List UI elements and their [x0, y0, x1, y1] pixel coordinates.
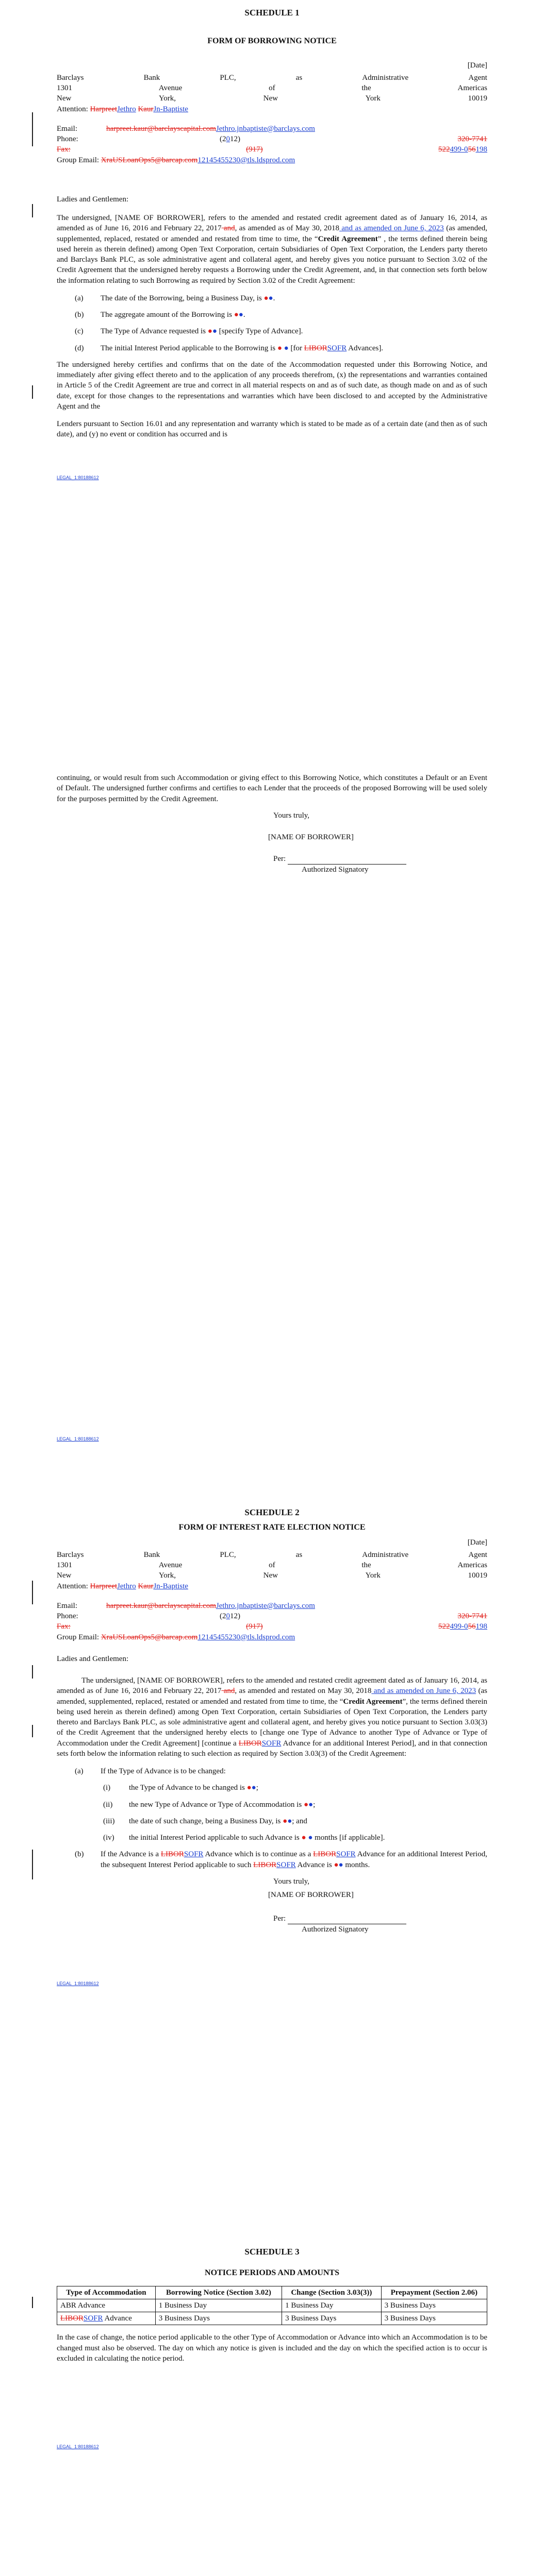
- borrower-name: [NAME OF BORROWER]: [268, 1891, 354, 1900]
- column-header: Change (Section 3.03(3)): [282, 2286, 381, 2299]
- address-line-2: 1301 Avenue of the Americas: [57, 84, 487, 93]
- group-email-line: Group Email: XraUSLoanOps5@barcap.com12145455230@tls.ldsprod.com: [57, 156, 295, 164]
- attention-line: Attention: HarpreetJethro KaurJn-Baptiste: [57, 105, 188, 113]
- intro-paragraph: The undersigned, [NAME OF BORROWER], refers to the amended and restated credit agreement dated as of January 16, 2014, as amended as of June 16, 2016 and February 22, 2017 and, as amended as of May 30, 2018 and as amended on June 6, 2023 (as amended, supplemented, replaced, restated or amended and restated from time to time, the “Credit Agreement” , the terms defined therein being used herein as therein defined) among Open Text Corporation, certain Subsidiaries of Open Text Corporation, the Lenders party thereto and Barclays Bank PLC, as sole administrative agent and collateral agent, and hereby gives you notice pursuant to Section 3.02 of the Credit Agreement that the undersigned hereby requests a Borrowing under the Credit Agreement, and, in that connection sets forth below the information relating to such Borrowing as required by Section 3.02 of the Credit Agreement:: [57, 214, 487, 285]
- page-footer: [57, 1978, 487, 1988]
- page-2: [0, 773, 544, 875]
- list-item: (ii) the new Type of Advance or Type of Accommodation is ●●;: [103, 1800, 316, 1809]
- borrower-name: [NAME OF BORROWER]: [268, 833, 354, 841]
- change-bar: [32, 1850, 33, 1879]
- page-3: [0, 1507, 544, 1988]
- table-row: ABR Advance 1 Business Day 1 Business Day 3 Business Days: [57, 2299, 487, 2312]
- signature-line: Per:: [273, 854, 487, 864]
- change-bar: [32, 1725, 33, 1737]
- notice-periods-table: [57, 2286, 487, 2326]
- list-item: (c) The Type of Advance requested is ●● [specify Type of Advance].: [75, 327, 303, 336]
- notice-date: [Date]: [467, 61, 487, 70]
- schedule-3-title: NOTICE PERIODS AND AMOUNTS: [205, 2268, 339, 2277]
- footer-reference: LEGAL_1:80188612: [57, 2444, 99, 2450]
- address-line-3: New York, New York 10019: [57, 94, 487, 103]
- footer-reference: LEGAL_1:80188612: [57, 474, 99, 480]
- schedule-2-title: FORM OF INTEREST RATE ELECTION NOTICE: [178, 1522, 366, 1532]
- request-items: [57, 293, 487, 353]
- table-header-row: [57, 2286, 487, 2299]
- group-email-link[interactable]: 12145455230@tls.ldsprod.com: [197, 1633, 295, 1641]
- phone-line: Phone: (2012) 320-7741: [57, 135, 487, 144]
- address-block: Barclays Bank PLC, as Administrative Agent 1301 Avenue of the Americas New York, New York 10019 Attention: HarpreetJethro KaurJn-Baptiste: [57, 1550, 487, 1591]
- list-item: (b) If the Advance is a LIBORSOFR Advance which is to continue as a LIBORSOFR Advance for an additional Interest Period, the subsequent Interest Period applicable to such LIBORSOFR Advance is ●● months.: [75, 1850, 487, 1869]
- contact-block: Email: harpreet.kaur@barclayscapital.com Jethro.jnbaptiste@barclays.com Phone: (2012) 320-7741 Fax: (917) 522499-056198 Group Email: XraUSLoanOps5@barcap.com12145455230@tls.ldsprod.com: [57, 1601, 487, 1641]
- table-row: LIBORSOFR Advance 3 Business Days 3 Business Days 3 Business Days: [57, 2312, 487, 2325]
- email-link[interactable]: Jethro.jnbaptiste@barclays.com: [216, 124, 315, 133]
- list-item: (i) the Type of Advance to be changed is ●●;: [103, 1784, 258, 1792]
- intro-paragraph: The undersigned, [NAME OF BORROWER], refers to the amended and restated credit agreement dated as of January 16, 2014, as amended as of June 16, 2016 and February 22, 2017 and, as amended and restated on May 30, 2018 and as amended on June 6, 2023 (as amended, supplemented, replaced, restated or amended and restated from time to time, the “Credit Agreement”, the terms defined therein being used herein as therein defined) among Open Text Corporation, certain Subsidiaries of Open Text Corporation, the Lenders party thereto and Barclays Bank PLC, as sole administrative agent and collateral agent, and hereby gives you notice pursuant to Section 3.03(3) of the Credit Agreement that the undersigned hereby elects to [change one Type of Advance to another Type of Advance or Type of Accommodation under the Credit Agreement] [continue a LIBORSOFR Advance for an additional Interest Period], and in that connection sets forth below the information relating to such election as required by Section 3.03(3) of the Credit Agreement:: [57, 1676, 487, 1758]
- schedule-1-title: FORM OF BORROWING NOTICE: [207, 36, 337, 45]
- page-4: [0, 2246, 544, 2451]
- footer-reference: LEGAL_1:80188612: [57, 1436, 99, 1442]
- email-link[interactable]: Jethro.jnbaptiste@barclays.com: [216, 1601, 315, 1610]
- change-bar: [32, 204, 33, 217]
- page-1: [0, 0, 544, 482]
- page-footer: [57, 472, 487, 482]
- yours-truly: Yours truly,: [273, 1877, 310, 1886]
- page-footer: [57, 2441, 487, 2451]
- salutation: Ladies and Gentlemen:: [57, 1654, 129, 1663]
- fax-line: Fax: (917) 522499-056198: [57, 145, 487, 154]
- change-bar: [32, 2297, 33, 2308]
- address-block: [57, 73, 487, 114]
- change-bar: [32, 112, 33, 146]
- list-item: (iii) the date of such change, being a Business Day, is ●●; and: [103, 1817, 307, 1825]
- change-bar: [32, 1581, 33, 1604]
- continuation-paragraph: continuing, or would result from such Accommodation or giving effect to this Borrowing Notice, which constitutes a Default or an Event of Default. The undersigned further confirms and certifies to each Lender that the proceeds of the proposed Borrowing will be used solely for the purposes permitted by the Credit Agreement.: [57, 774, 487, 803]
- schedule-3-heading: SCHEDULE 3: [244, 2247, 300, 2257]
- list-item: (iv) the initial Interest Period applicable to such Advance is ● ● months [if applicable].: [103, 1834, 385, 1842]
- list-item: (b) The aggregate amount of the Borrowing is ●●.: [75, 311, 245, 319]
- lenders-paragraph: Lenders pursuant to Section 16.01 and any representation and warranty which is stated to be made as of a certain date (and then as of such date), and (y) no event or condition has occurred and is: [57, 420, 487, 439]
- list-item: (a) If the Type of Advance is to be changed:: [75, 1767, 226, 1776]
- change-bar: [32, 1665, 33, 1679]
- schedule-2-heading: SCHEDULE 2: [244, 1507, 300, 1517]
- authorized-signatory: Authorized Signatory: [302, 865, 369, 874]
- page-footer: [57, 1433, 99, 1444]
- email-line: Email: harpreet.kaur@barclayscapital.com Jethro.jnbaptiste@barclays.com: [57, 124, 487, 134]
- yours-truly: Yours truly,: [273, 811, 310, 820]
- column-header: Prepayment (Section 2.06): [381, 2286, 487, 2299]
- address-line-1: Barclays Bank PLC, as Administrative Agent: [57, 73, 487, 82]
- column-header: Borrowing Notice (Section 3.02): [155, 2286, 282, 2299]
- schedule-1-heading: SCHEDULE 1: [244, 8, 300, 18]
- list-item: (a) The date of the Borrowing, being a Business Day, is ●●.: [75, 294, 275, 302]
- column-header: Type of Accommodation: [57, 2286, 156, 2299]
- authorized-signatory: Authorized Signatory: [302, 1925, 369, 1934]
- attention-line: Attention: HarpreetJethro KaurJn-Baptiste: [57, 1582, 188, 1590]
- footer-reference: LEGAL_1:80188612: [57, 1980, 99, 1986]
- list-item: (d) The initial Interest Period applicable to the Borrowing is ● ● [for LIBORSOFR Advances].: [75, 344, 384, 352]
- salutation: Ladies and Gentlemen:: [57, 195, 129, 204]
- notice-date: [Date]: [467, 1538, 487, 1547]
- contact-block: [57, 124, 487, 165]
- notice-period-paragraph: In the case of change, the notice period applicable to the other Type of Accommodation or Advance into which an Accommodation is to be changed must also be observed. The day on which any notice is given is included and the day on which the specified action is to occur is excluded in calculating the notice period.: [57, 2333, 487, 2363]
- group-email-link[interactable]: 12145455230@tls.ldsprod.com: [197, 156, 295, 164]
- change-bar: [32, 385, 33, 399]
- signature-field[interactable]: [288, 1917, 406, 1924]
- signature-line: Per:: [273, 1913, 487, 1924]
- signature-field[interactable]: [288, 857, 406, 865]
- certification-paragraph: The undersigned hereby certifies and confirms that on the date of the Accommodation requested under this Borrowing Notice, and immediately after giving effect thereto and to the application of any proceeds therefrom, (x) the representations and warranties contained in Article 5 of the Credit Agreement are true and correct in all material respects on and as of such date, as though made on and as of such date, except for those changes to the representations and warranties which have been disclosed to and accepted by the Administrative Agent and the: [57, 360, 487, 411]
